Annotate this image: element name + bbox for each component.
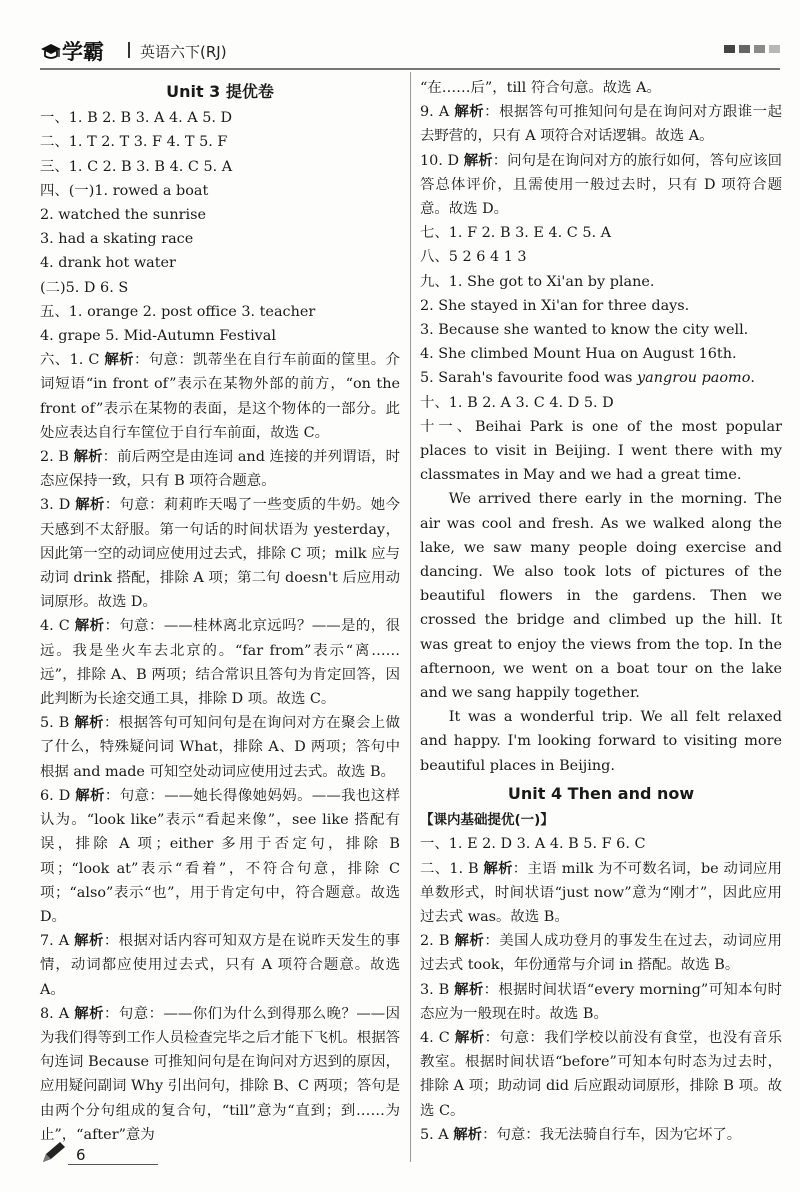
answer-line: 4. C 解析：句意：我们学校以前没有食堂，也没有音乐教室。根据时间状语“before”可知本句时态为过去时，排除 A 项；助动词 did 后应跟动词原形，排除 B 项。故选 C。	[420, 1029, 782, 1119]
column-divider	[410, 72, 411, 1162]
essay-paragraph: It was a wonderful trip. We all felt relaxed and happy. I'm looking forward to visiting more beautiful places in Beijing.	[420, 709, 782, 774]
answer-line: 3. Because she wanted to know the city well.	[420, 322, 749, 339]
answer-line: 10. D 解析：问句是在询问对方的旅行如何，答句应该回答总体评价，且需使用一般过去时，只有 D 项符合题意。故选 D。	[420, 152, 782, 218]
answer-line: 四、(一)1. rowed a boat	[40, 182, 209, 199]
header-separator	[128, 42, 130, 58]
answer-line: 9. A 解析：根据答句可推知问句是在询问对方跟谁一起去野营的，只有 A 项符合对话逻辑。故选 A。	[420, 104, 782, 145]
right-column	[420, 76, 782, 1147]
deco-block	[724, 45, 735, 53]
answer-line: 一、1. E 2. D 3. A 4. B 5. F 6. C	[420, 836, 646, 853]
answer-line: 5. Sarah's favourite food was yangrou paomo.	[420, 370, 755, 387]
answer-line: (二)5. D 6. S	[40, 279, 129, 296]
header-rule	[40, 68, 780, 70]
answer-line: 7. A 解析：根据对话内容可知双方是在说昨天发生的事情，动词都应使用过去式，只有 A 项符合题意。故选 A。	[40, 933, 400, 998]
deco-block	[739, 45, 750, 53]
pencil-icon	[40, 1140, 70, 1166]
answer-line: 一、1. B 2. B 3. A 4. A 5. D	[40, 110, 233, 127]
answer-line: 2. B 解析：美国人成功登月的事发生在过去，动词应用过去式 took，年份通常与介词 in 搭配。故选 B。	[420, 933, 782, 974]
logo-text: 学霸	[62, 40, 104, 64]
page-header	[40, 36, 780, 70]
answer-line: 三、1. C 2. B 3. B 4. C 5. A	[40, 158, 233, 175]
header-decoration-blocks	[724, 45, 780, 53]
brand-logo	[40, 36, 104, 66]
answer-line: 2. B 解析：前后两空是由连词 and 连接的并列谓语，时态应保持一致，只有 B 项符合题意。	[40, 449, 400, 490]
page-number: 6	[76, 1146, 86, 1164]
answer-line: 六、1. C 解析：句意：凯蒂坐在自行车前面的筐里。介词短语“in front of”表示在某物外部的前方，“on the front of”表示在某物的表面，是这个物体的一部分。此处应表达自行车筐位于自行车前面，故选 C。	[40, 352, 400, 441]
left-column	[40, 76, 400, 1147]
answer-line: 4. drank hot water	[40, 255, 176, 272]
deco-block	[769, 45, 780, 53]
answer-line: 4. She climbed Mount Hua on August 16th.	[420, 346, 737, 363]
book-title: 英语六下(RJ)	[140, 43, 227, 61]
answer-line: 2. watched the sunrise	[40, 207, 207, 224]
answer-line: 3. D 解析：句意：莉莉昨天喝了一些变质的牛奶。她今天感到不太舒服。第一句话的时间状语为 yesterday，因此第一空的动词应使用过去式，排除 C 项；milk 应与动词 drink 搭配，排除 A 项；第二句 doesn't 后应用动词原形。故选 D。	[40, 497, 400, 611]
subsection-title: 【课内基础提优(一)】	[420, 812, 554, 829]
deco-block	[754, 45, 765, 53]
answer-line: 3. had a skating race	[40, 231, 194, 248]
answer-line: 3. B 解析：根据时间状语“every morning”可知本句时态应为一般现在时。故选 B。	[420, 981, 782, 1022]
page-footer	[40, 1140, 160, 1170]
section-title: Unit 3 提优卷	[166, 82, 274, 101]
section-title: Unit 4 Then and now	[507, 783, 695, 803]
answer-line: 八、5 2 6 4 1 3	[420, 249, 527, 266]
answer-line: 十、1. B 2. A 3. C 4. D 5. D	[420, 394, 614, 411]
answer-line: 5. B 解析：根据答句可知问句是在询问对方在聚会上做了什么，特殊疑问词 What，排除 A、D 两项；答句中根据 and made 可知空处动词应使用过去式。故选 B。	[40, 715, 400, 780]
answer-line: 2. She stayed in Xi'an for three days.	[420, 297, 690, 314]
answer-line: 二、1. B 解析：主语 milk 为不可数名词，be 动词应用单数形式，时间状语“just now”意为“刚才”，因此应用过去式 was。故选 B。	[420, 860, 782, 925]
answer-line: 4. C 解析：句意：——桂林离北京远吗？——是的，很远。我是坐火车去北京的。“far from”表示“离……远”，排除 A、B 两项；结合常识且答句为肯定回答，因此判断为长途交通工具，排除 D 项。故选 C。	[40, 618, 400, 708]
answer-line: 4. grape 5. Mid-Autumn Festival	[40, 328, 276, 345]
answer-line: 8. A 解析：句意：——你们为什么到得那么晚？——因为我们得等到工作人员检查完毕之后才能下飞机。根据答句连词 Because 可推知问句是在询问对方迟到的原因，应用疑问副词 Why 引出问句，排除 B、C 两项；答句是由两个分句组成的复合句，“till”意为“直到；到……为止”，“after”意为	[40, 1005, 400, 1143]
answer-line: 二、1. T 2. T 3. F 4. T 5. F	[40, 134, 228, 151]
answer-line: 七、1. F 2. B 3. E 4. C 5. A	[420, 225, 612, 242]
answer-line: 九、1. She got to Xi'an by plane.	[420, 273, 655, 290]
answer-line: “在……后”，till 符合句意。故选 A。	[420, 80, 661, 96]
essay-paragraph: We arrived there early in the morning. The air was cool and fresh. As we walked along the lake, we saw many people doing exercise and dancing. We also took lots of pictures of the beautiful flowers in the gardens. Then we crossed the bridge and climbed up the hill. It was great to enjoy the views from the top. In the afternoon, we went on a boat tour on the lake and we sang happily together.	[420, 491, 782, 702]
answer-line: 十一、Beihai Park is one of the most popular places to visit in Beijing. I went there with my classmates in May and we had a great time.	[420, 418, 782, 484]
answer-line: 6. D 解析：句意：——她长得像她妈妈。——我也这样认为。“look like”表示“看起来像”，see like 搭配有误，排除 A 项；either 多用于否定句，排除 B 项；“look at”表示“看着”，不符合句意，排除 C 项；“also”表示“也”，用于肯定句中，符合题意。故选 D。	[40, 787, 400, 925]
answer-line: 五、1. orange 2. post office 3. teacher	[40, 303, 316, 320]
answer-line: 5. A 解析：句意：我无法骑自行车，因为它坏了。	[420, 1126, 742, 1143]
graduation-cap-icon	[40, 42, 62, 62]
footer-rule	[68, 1164, 158, 1165]
